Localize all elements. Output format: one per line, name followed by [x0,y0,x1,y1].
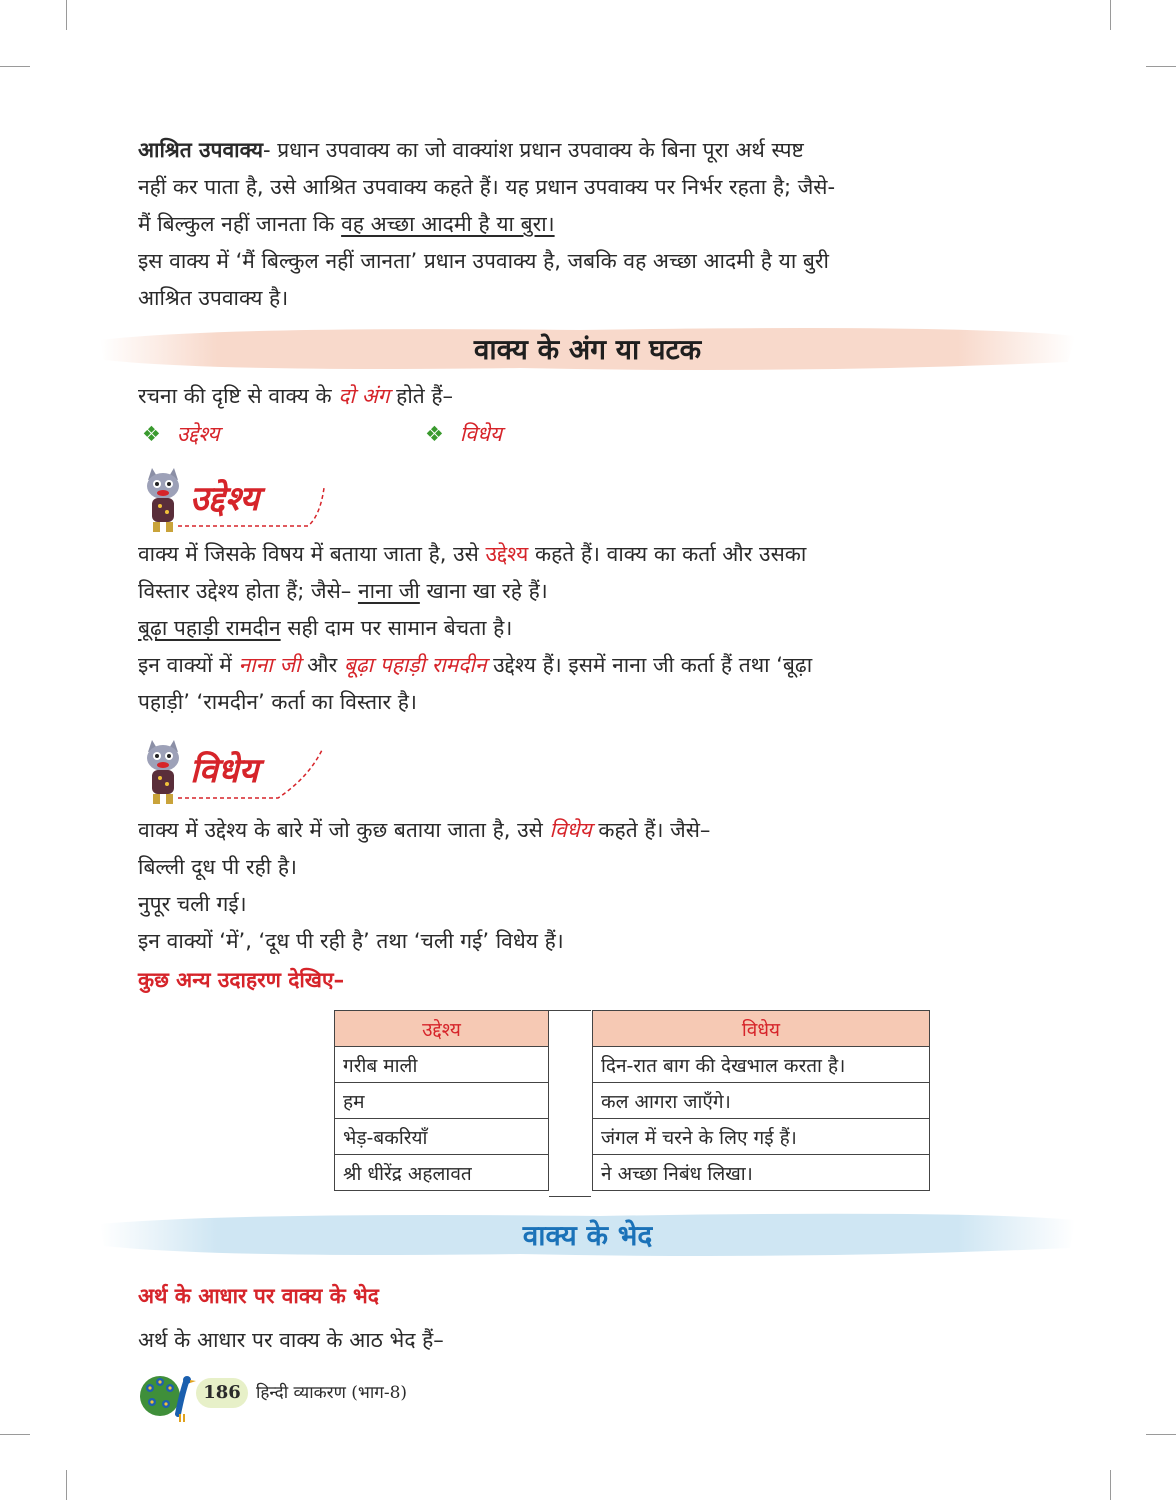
para-line: बिल्ली दूध पी रही है। [138,855,298,879]
table-row [593,1119,930,1155]
bullet-item [425,420,502,448]
section-banner [100,1208,1075,1260]
table-cell: कल आगरा जाएँगे। [593,1083,930,1119]
para-text: कहते हैं। जैसे– [591,818,711,842]
crop-mark [1110,0,1111,30]
table-cell: जंगल में चरने के लिए गई हैं। [593,1119,930,1155]
section-banner [100,322,1075,374]
book-title: हिन्दी व्याकरण (भाग-8) [256,1383,408,1403]
uddeshya-heading [138,466,398,536]
diamond-bullet-icon: ❖ [142,422,161,446]
para-line: पहाड़ी’ ‘रामदीन’ कर्ता का विस्तार है। [138,690,417,714]
intro-text: होते हैं– [389,384,454,408]
para-text: कहते हैं। वाक्य का कर्ता और उसका [528,542,807,566]
crop-mark [1146,1434,1176,1435]
table-cell: हम [335,1083,549,1119]
bullet-label: विधेय [459,422,503,446]
para-text: विस्तार उद्देश्य होता हैं; जैसे– [138,579,358,603]
table-row [335,1119,549,1155]
underlined-clause: वह अच्छा आदमी है या बुरा। [341,212,555,236]
para-text: - प्रधान उपवाक्य का जो वाक्यांश प्रधान उपवाक्य के बिना पूरा अर्थ स्पष्ट [263,138,804,162]
para-line [138,536,1038,573]
emphasis-text: विधेय [549,818,592,842]
table-row [335,1155,549,1191]
emphasis-text: दो अंग [338,384,390,408]
para-text: वाक्य में जिसके विषय में बताया जाता है, उसे [138,542,486,566]
table-header: उद्देश्य [335,1011,549,1047]
para-line [138,812,1038,849]
underlined-subject: बूढ़ा पहाड़ी रामदीन [138,616,281,640]
table-row [593,1047,930,1083]
table-cell: भेड़-बकरियाँ [335,1119,549,1155]
table-cell: श्री धीरेंद्र अहलावत [335,1155,549,1191]
crop-mark [66,0,67,30]
para-text: इन वाक्यों में [138,653,239,677]
uddeshya-table [334,1010,549,1191]
para-line [138,647,1038,684]
crop-mark [0,1434,30,1435]
para-line: नहीं कर पाता है, उसे आश्रित उपवाक्य कहते हैं। यह प्रधान उपवाक्य पर निर्भर रहता है; जैसे- [138,175,836,199]
intro-text: रचना की दृष्टि से वाक्य के [138,384,339,408]
uddeshya-paragraph [138,536,1038,721]
diamond-bullet-icon: ❖ [425,422,444,446]
table-cell: ने अच्छा निबंध लिखा। [593,1155,930,1191]
vidheya-heading [138,738,398,808]
para-line: इन वाक्यों ‘में’, ‘दूध पी रही है’ तथा ‘चली गई’ विधेय हैं। [138,929,564,953]
para-text: और [300,653,344,677]
vidheya-table [592,1010,930,1191]
para-line [138,206,1038,243]
crop-mark [66,1470,67,1500]
page-number: 186 [196,1378,248,1408]
para-text: उद्देश्य हैं। इसमें नाना जी कर्ता हैं तथा ‘बूढ़ा [486,653,813,677]
vidheya-paragraph [138,812,1038,960]
para-line [138,573,1038,610]
heading-title: विधेय [190,751,259,791]
heading-title: उद्देश्य [190,479,260,519]
example-text: मैं बिल्कुल नहीं जानता कि [138,212,342,236]
crop-mark [0,66,30,67]
term-heading: आश्रित उपवाक्य [138,138,264,162]
para-line [138,132,1038,169]
bullet-label: उद्देश्य [176,422,220,446]
underlined-subject: नाना जी [357,579,420,603]
bullet-item [142,420,220,448]
banner-title: वाक्य के भेद [522,1219,653,1252]
para-line [138,610,1038,647]
para-line: आश्रित उपवाक्य है। [138,286,289,310]
table-cell: दिन-रात बाग की देखभाल करता है। [593,1047,930,1083]
emphasis-text: बूढ़ा पहाड़ी रामदीन [343,653,487,677]
table-row [593,1155,930,1191]
peacock-icon [138,1368,202,1424]
dependent-clause-paragraph [138,132,1038,317]
crop-mark [1110,1470,1111,1500]
para-text: वाक्य में उद्देश्य के बारे में जो कुछ बताया जाता है, उसे [138,818,550,842]
bhed-line: अर्थ के आधार पर वाक्य के आठ भेद हैं– [138,1328,444,1352]
banner-title: वाक्य के अंग या घटक [473,333,702,366]
highlight-term: उद्देश्य [485,542,529,566]
bhed-subheading: अर्थ के आधार पर वाक्य के भेद [138,1284,379,1308]
crop-mark [1146,66,1176,67]
para-line: इस वाक्य में ‘मैं बिल्कुल नहीं जानता’ प्रधान उपवाक्य है, जबकि वह अच्छा आदमी है या बुरी [138,249,829,273]
table-row [593,1083,930,1119]
emphasis-text: नाना जी [238,653,301,677]
para-text: खाना खा रहे हैं। [419,579,548,603]
parts-intro [138,378,1038,415]
dashed-underline [138,738,398,808]
para-text: सही दाम पर सामान बेचता है। [280,616,513,640]
table-row [335,1083,549,1119]
para-line: नुपूर चली गई। [138,892,247,916]
table-cell: गरीब माली [335,1047,549,1083]
page-footer [138,1368,638,1428]
table-gap-box [549,1010,591,1197]
table-row [335,1047,549,1083]
table-header: विधेय [593,1011,930,1047]
dashed-underline [138,466,398,536]
more-examples-heading: कुछ अन्य उदाहरण देखिए– [138,968,345,992]
